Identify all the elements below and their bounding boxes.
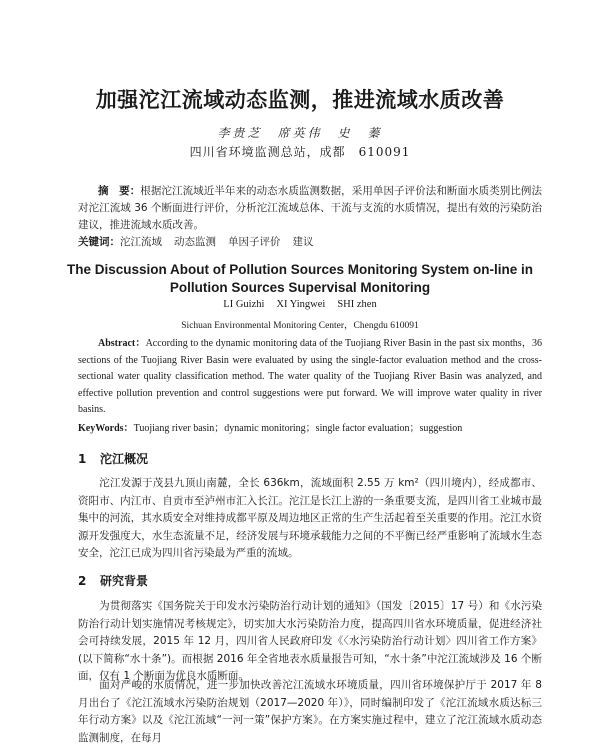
keyword-cn: 建议: [292, 236, 314, 248]
keywords-en-label: KeyWords：: [78, 423, 134, 434]
section-1-number: 1: [78, 452, 87, 466]
keywords-cn: [78, 234, 542, 249]
keyword-cn: 沱江流域: [120, 236, 162, 248]
abstract-cn: [78, 183, 542, 234]
keyword-cn: 动态监测: [174, 236, 216, 248]
keywords-en-text: Tuojiang river basin；dynamic monitoring；single factor evaluation；suggestion: [133, 423, 463, 434]
paper-title-en-line2: Pollution Sources Supervisal Monitoring: [169, 280, 431, 295]
author-en: XI Yingwei: [276, 299, 326, 310]
section-2-text-2: 面对严峻的水质情况，进一步加快改善沱江流域水环境质量，四川省环境保护厅于 2017 年 8 月出台了《沱江流域水污染防治规划（2017—2020 年）》，同时编制印发了《沱江流域水质达标三年行动方案》以及《沱江流域“一河一策”保护方案》。在方案实施过程中，建立了沱江流域水质动态监测制度，在每月: [78, 679, 542, 744]
paper-title-en: [0, 261, 600, 297]
section-2-paragraph-1: [78, 598, 542, 686]
keyword-cn: 单因子评价: [228, 236, 281, 248]
section-2-text-1: 为贯彻落实《国务院关于印发水污染防治行动计划的通知》（国发〔2015〕17 号）和《水污染防治行动计划实施情况考核规定》，切实加大水污染防治力度，提高四川省水环境质量，促进经济社会可持续发展，2015 年 12 月，四川省人民政府印发《〈水污染防治行动计划〉四川省工作方案》(以下简称“水十条”)。而根据 2016 年全省地表水质量报告可知，“水十条”中沱江流域涉及 16 个断面，仅有 1 个断面为优良水质断面。: [78, 600, 542, 682]
authors-cn: 李贵芝 席英伟 史 蓁: [217, 126, 383, 140]
authors-en: [0, 299, 600, 310]
section-2-title: 研究背景: [100, 574, 149, 588]
keywords-en: [78, 419, 542, 434]
paper-title-cn: 加强沱江流域动态监测，推进流域水质改善: [95, 87, 505, 112]
affiliation-cn: 四川省环境监测总站，成都 610091: [189, 145, 411, 159]
section-1-text: 沱江发源于茂县九顶山南麓，全长 636km，流域面积 2.55 万 km²（四川境内），经成都市、资阳市、内江市、自贡市至泸州市汇入长江。沱江是长江上游的一条重要支流，是四川省工业城市最集中的河流，其水质安全对维持成都平原及周边地区正常的生产生活起着至关重要的作用。沱江水资源开发强度大，水生态流量不足，经济发展与环境承载能力之间的不平衡已经严重影响了流域水生态安全，沱江已成为四川省污染最为严重的流域。: [78, 477, 542, 559]
section-1-heading: [78, 450, 148, 467]
abstract-cn-label: 摘 要：: [98, 185, 141, 197]
section-2-heading: [78, 572, 148, 589]
section-1-title: 沱江概况: [100, 452, 149, 466]
paper-title-en-line1: The Discussion About of Pollution Sources Monitoring System on-line in: [66, 262, 533, 277]
author-en: SHI zhen: [337, 299, 377, 310]
abstract-cn-text: 根据沱江流域近半年来的动态水质监测数据，采用单因子评价法和断面水质类别比例法对沱江流域 36 个断面进行评价，分析沱江流域总体、干流与支流的水质情况，提出有效的污染防治建议，推进流域水质改善。: [78, 185, 543, 231]
abstract-en: [78, 336, 542, 419]
abstract-en-label: Abstract：: [98, 338, 146, 349]
abstract-en-text: According to the dynamic monitoring data of the Tuojiang River Basin in the past six months，36 sections of the Tuojiang River Basin were evaluated by using the single-factor evaluation method and the cross-sectional water quality classification method. The water quality of the Tuojiang River Basin was analyzed, and effective pollution prevention and control suggestions were put forward. We will improve water quality in river basins.: [78, 338, 542, 415]
section-2-number: 2: [78, 574, 87, 588]
section-2-paragraph-2: [78, 677, 542, 747]
keywords-cn-label: 关键词：: [78, 236, 120, 248]
section-1-paragraph: [78, 475, 542, 563]
affiliation-en: Sichuan Environmental Monitoring Center，Chengdu 610091: [181, 321, 419, 331]
author-en: LI Guizhi: [223, 299, 265, 310]
